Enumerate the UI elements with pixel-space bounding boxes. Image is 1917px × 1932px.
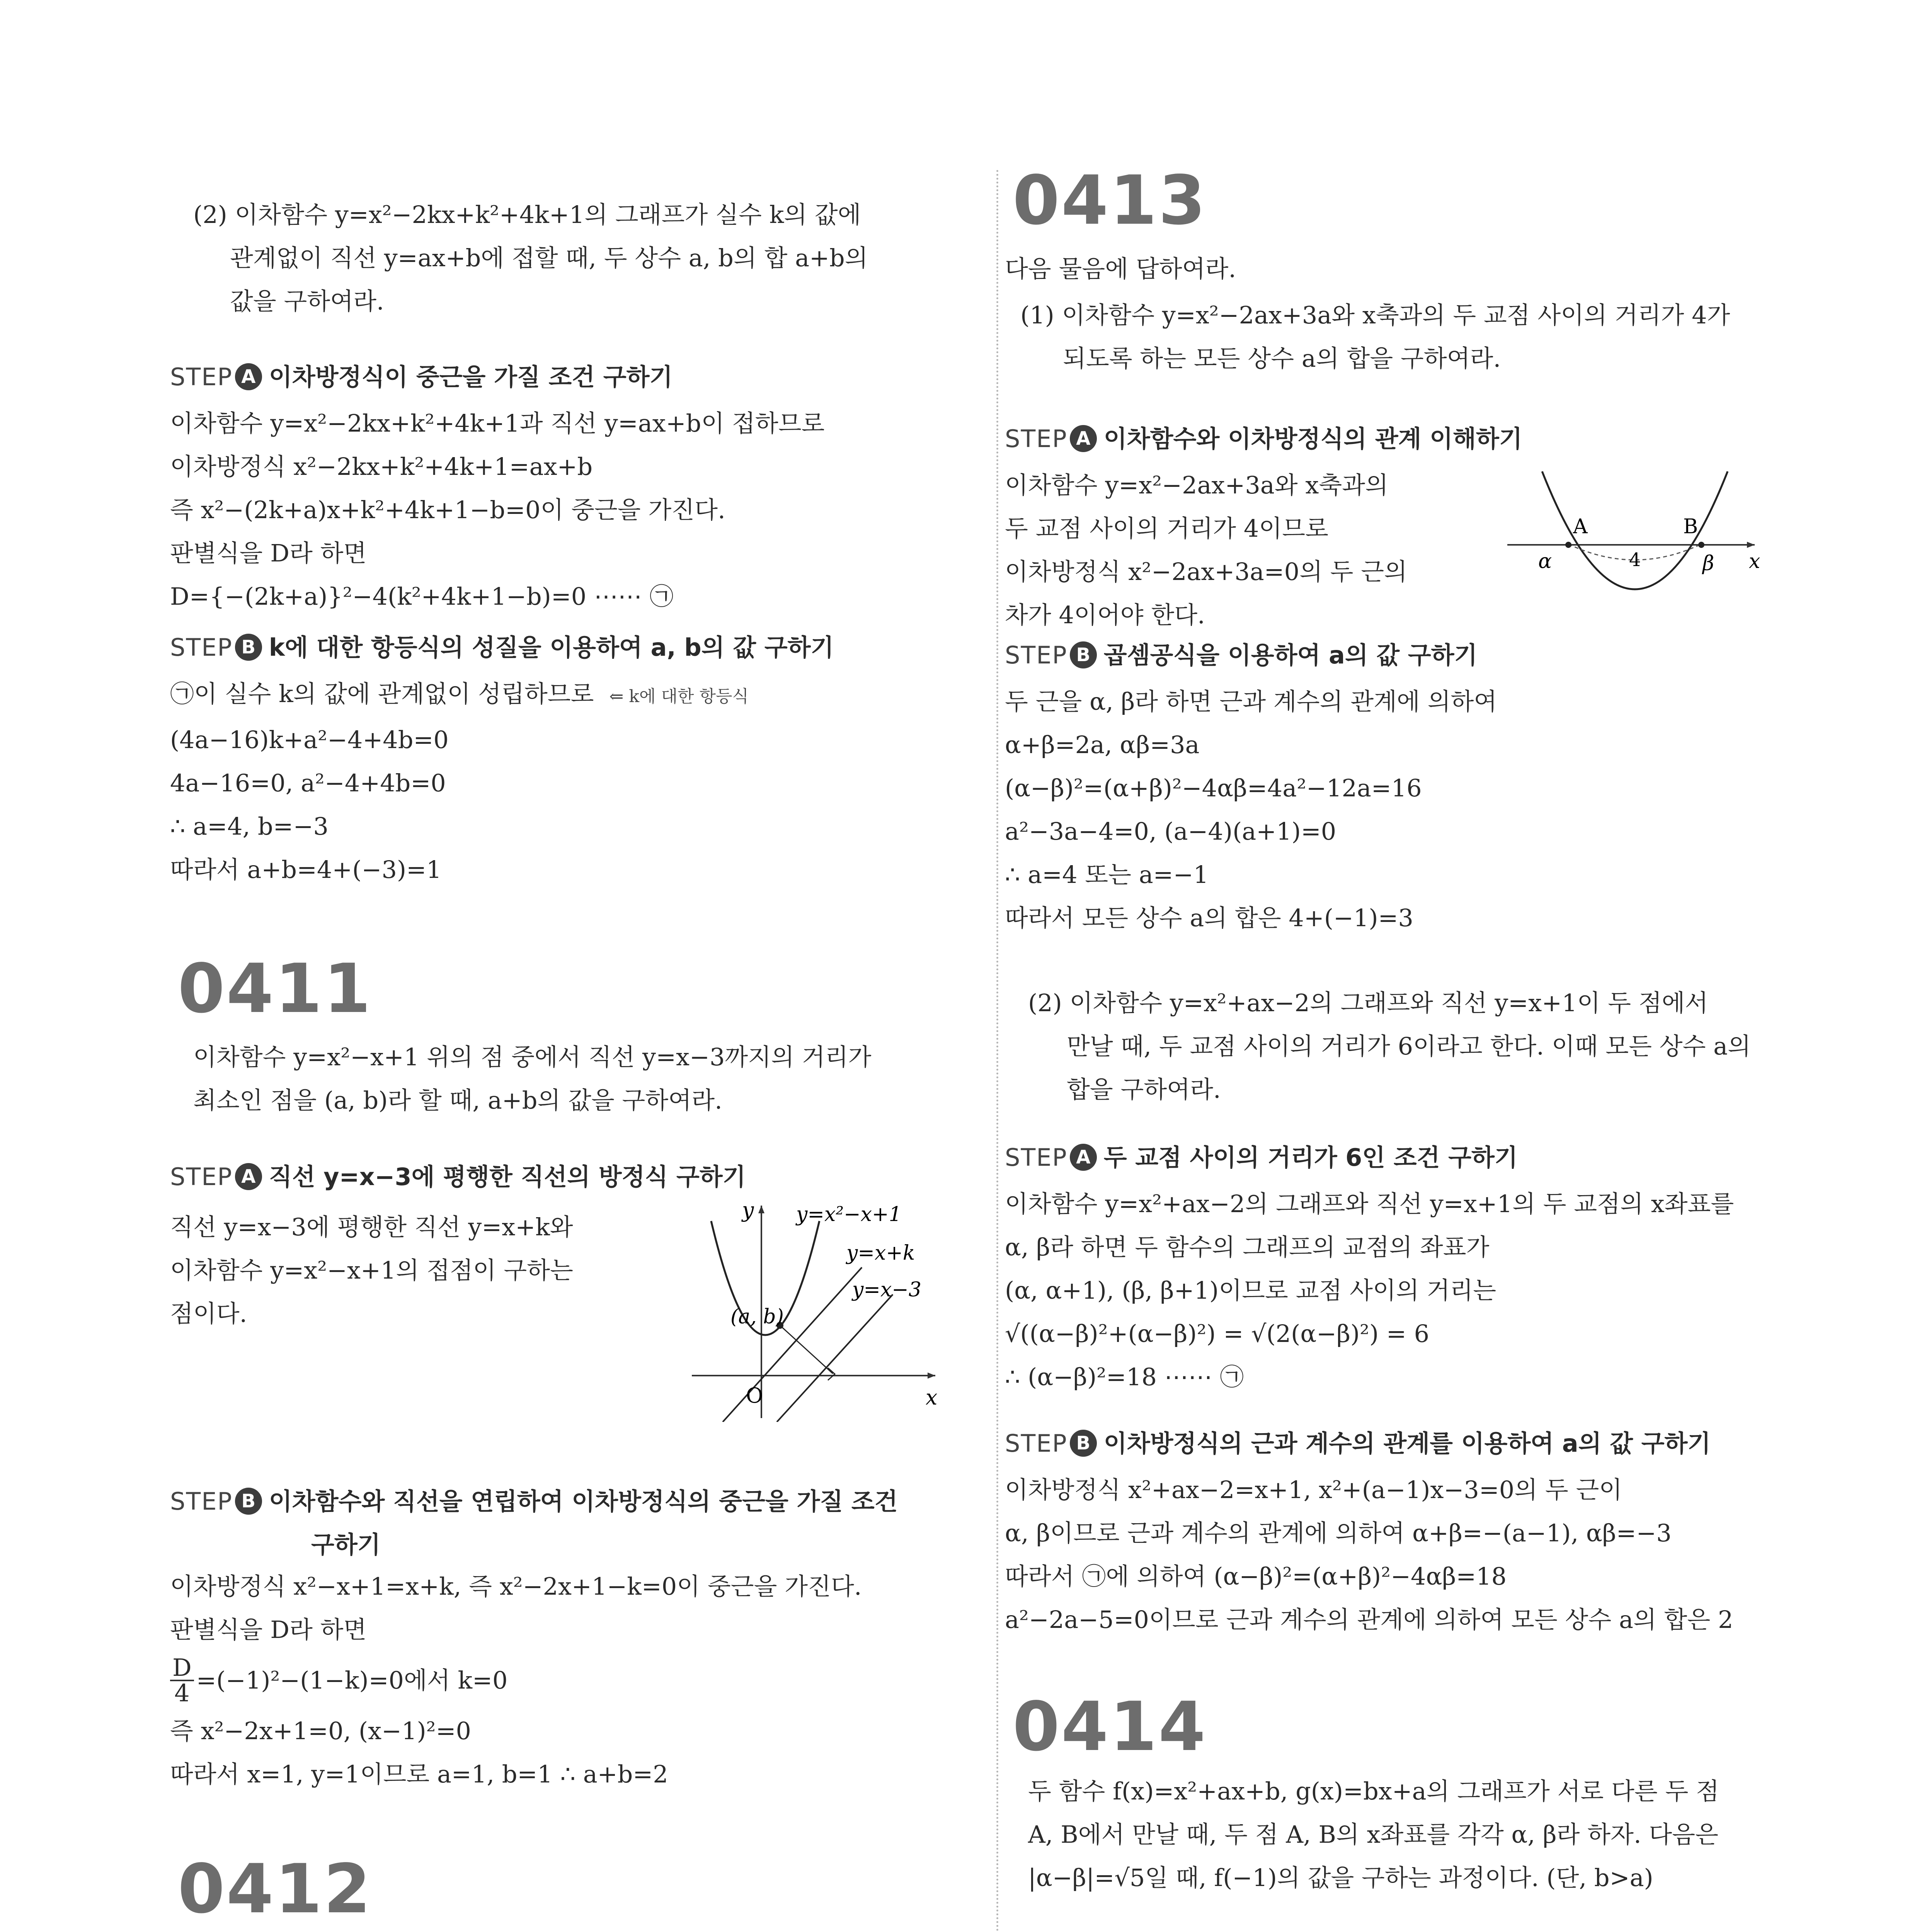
solution-line: a²−2a−5=0이므로 근과 계수의 관계에 의하여 모든 상수 a의 합은 2 (1005, 1605, 1733, 1634)
step-badge: A (1070, 425, 1097, 452)
step-title: 이차함수와 직선을 연립하여 이차방정식의 중근을 가질 조건 (269, 1487, 898, 1515)
step-a-heading: STEP A 이차방정식이 중근을 가질 조건 구하기 (170, 363, 673, 391)
step-title: 이차함수와 이차방정식의 관계 이해하기 (1103, 425, 1522, 453)
solution-step-b (170, 1565, 862, 1796)
solution-step-b (1005, 680, 1497, 940)
solution-line: 이차방정식 x²+ax−2=x+1, x²+(a−1)x−3=0의 두 근이 (1005, 1476, 1622, 1504)
problem-0413-intro: 다음 물음에 답하여라. (1005, 255, 1236, 283)
step-title: 직선 y=x−3에 평행한 직선의 방정식 구하기 (269, 1163, 746, 1191)
step-title: 두 교점 사이의 거리가 6인 조건 구하기 (1103, 1143, 1518, 1172)
distance-label: 4 (1629, 549, 1641, 571)
solution-step-a (170, 1206, 573, 1335)
tangent-line (723, 1267, 862, 1422)
beta-label: β (1702, 552, 1714, 575)
step-title: 이차방정식의 근과 계수의 관계를 이용하여 a의 값 구하기 (1103, 1429, 1711, 1458)
solution-line: 즉 x²−(2k+a)x+k²+4k+1−b=0이 중근을 가진다. (170, 496, 725, 524)
intersection-point-a (1565, 542, 1571, 548)
step-badge: B (1070, 1430, 1097, 1457)
problem-0414-question (1028, 1770, 1719, 1900)
solution-line: 이차함수 y=x²−2ax+3a와 x축과의 (1005, 471, 1388, 499)
column-divider (996, 170, 998, 1932)
question-line: 관계없이 직선 y=ax+b에 접할 때, 두 상수 a, b의 합 a+b의 (230, 244, 868, 272)
step-title: 곱셈공식을 이용하여 a의 값 구하기 (1103, 641, 1478, 669)
solution-line: 점이다. (170, 1299, 247, 1328)
fraction-denominator: 4 (174, 1679, 190, 1707)
solution-step-a (1005, 464, 1407, 637)
solution-line: 따라서 a+b=4+(−3)=1 (170, 855, 442, 884)
problem-0413-part1 (1020, 294, 1730, 380)
step-b-heading: STEP B k에 대한 항등식의 성질을 이용하여 a, b의 값 구하기 (170, 633, 834, 662)
y-axis-arrow (758, 1206, 764, 1213)
question-line: (1) 이차함수 y=x²−2ax+3a와 x축과의 두 교점 사이의 거리가 4가 (1020, 301, 1730, 329)
solution-line: ∴ a=4, b=−3 (170, 812, 329, 840)
question-line: 값을 구하여라. (230, 287, 384, 315)
solution-step-b (170, 672, 749, 891)
solution-line: ㉠이 실수 k의 값에 관계없이 성립하므로 ⇐ k에 대한 항등식 (170, 680, 749, 708)
problem-number-0414: 0414 (1013, 1688, 1207, 1766)
solution-line: D={−(2k+a)}²−4(k²+4k+1−b)=0 ⋯⋯ ㉠ (170, 582, 674, 611)
tangent-label: y=x+k (846, 1242, 915, 1265)
point-a-label: A (1573, 515, 1588, 538)
step-badge: B (1070, 641, 1097, 668)
solution-line: 두 근을 α, β라 하면 근과 계수의 관계에 의하여 (1005, 687, 1497, 716)
solution-step-a (170, 402, 825, 618)
step-a-heading: STEP A 두 교점 사이의 거리가 6인 조건 구하기 (1005, 1143, 1518, 1172)
tangent-graph-0411 (684, 1198, 939, 1422)
question-line: 합을 구하여라. (1067, 1075, 1221, 1104)
step-b-heading: STEP B 곱셈공식을 이용하여 a의 값 구하기 (1005, 641, 1478, 669)
problem-0413-part2 (1028, 981, 1751, 1111)
solution-line: 즉 x²−2x+1=0, (x−1)²=0 (170, 1717, 471, 1745)
step-badge: A (1070, 1144, 1097, 1171)
problem-number-0412: 0412 (178, 1850, 373, 1929)
step-b-heading: STEP B 이차함수와 직선을 연립하여 이차방정식의 중근을 가질 조건 구하기 (170, 1480, 898, 1566)
step-badge: B (235, 1488, 262, 1515)
step-badge: B (235, 634, 262, 661)
side-note: ⇐ k에 대한 항등식 (609, 687, 749, 706)
solution-line: ∴ (α−β)²=18 ⋯⋯ ㉠ (1005, 1363, 1244, 1391)
step-a-heading: STEP A 이차함수와 이차방정식의 관계 이해하기 (1005, 425, 1522, 453)
solution-line: 차가 4이어야 한다. (1005, 601, 1205, 629)
question-line: 만날 때, 두 교점 사이의 거리가 6이라고 한다. 이때 모든 상수 a의 (1067, 1032, 1751, 1060)
question-line: 최소인 점을 (a, b)라 할 때, a+b의 값을 구하여라. (193, 1086, 722, 1114)
problem-number-0411: 0411 (178, 950, 373, 1028)
step-title-continued: 구하기 (311, 1531, 381, 1559)
solution-line: α+β=2a, αβ=3a (1005, 731, 1200, 759)
step-a-heading: STEP A 직선 y=x−3에 평행한 직선의 방정식 구하기 (170, 1163, 746, 1191)
solution-line: 이차함수 y=x²−2kx+k²+4k+1과 직선 y=ax+b이 접하므로 (170, 409, 825, 437)
solution-line: 이차함수 y=x²+ax−2의 그래프와 직선 y=x+1의 두 교점의 x좌표를 (1005, 1190, 1734, 1218)
solution-line: 이차방정식 x²−2ax+3a=0의 두 근의 (1005, 558, 1408, 586)
step-title: k에 대한 항등식의 성질을 이용하여 a, b의 값 구하기 (269, 633, 834, 662)
curve-label: y=x²−x+1 (796, 1203, 902, 1226)
fraction-numerator: D (170, 1656, 194, 1681)
solution-line: ∴ a=4 또는 a=−1 (1005, 861, 1209, 889)
solution-line: (α−β)²=(α+β)²−4αβ=4a²−12a=16 (1005, 774, 1422, 802)
problem-0411-question (193, 1036, 871, 1122)
solution-line: 판별식을 D라 하면 (170, 1616, 367, 1644)
solution-step-b (1005, 1468, 1733, 1641)
given-line (777, 1294, 893, 1422)
solution-line: 두 교점 사이의 거리가 4이므로 (1005, 514, 1328, 543)
solution-line: 판별식을 D라 하면 (170, 539, 367, 567)
intersection-point-b (1698, 542, 1704, 548)
question-line: 되도록 하는 모든 상수 a의 합을 구하여라. (1063, 344, 1501, 372)
problem-0410-part2 (193, 193, 868, 323)
solution-line: 직선 y=x−3에 평행한 직선 y=x+k와 (170, 1213, 573, 1241)
step-badge: A (235, 363, 262, 390)
origin-label: O (746, 1383, 763, 1408)
x-axis-arrow (1747, 542, 1755, 548)
question-line: A, B에서 만날 때, 두 점 A, B의 x좌표를 각각 α, β라 하자. 다음은 (1028, 1820, 1719, 1849)
question-line: 이차함수 y=x²−x+1 위의 점 중에서 직선 y=x−3까지의 거리가 (193, 1043, 872, 1071)
question-line: |α−β|=√5일 때, f(−1)의 값을 구하는 과정이다. (단, b>a) (1028, 1864, 1653, 1892)
question-line: 두 함수 f(x)=x²+ax+b, g(x)=bx+a의 그래프가 서로 다른 두 점 (1028, 1777, 1719, 1805)
x-label: x (926, 1385, 938, 1410)
solution-line: 따라서 모든 상수 a의 합은 4+(−1)=3 (1005, 904, 1413, 932)
question-line: (2) 이차함수 y=x²+ax−2의 그래프와 직선 y=x+1이 두 점에서 (1028, 989, 1708, 1017)
line-label: y=x−3 (852, 1278, 921, 1301)
solution-line: 이차방정식 x²−2kx+k²+4k+1=ax+b (170, 452, 593, 481)
step-b-heading: STEP B 이차방정식의 근과 계수의 관계를 이용하여 a의 값 구하기 (1005, 1429, 1711, 1458)
y-label: y (742, 1198, 754, 1222)
step-badge: A (235, 1163, 262, 1190)
fraction (170, 1653, 194, 1707)
parabola-curve (1542, 471, 1728, 589)
x-label: x (1749, 550, 1760, 573)
alpha-label: α (1538, 550, 1552, 573)
solution-line: √((α−β)²+(α−β)²) = √(2(α−β)²) = 6 (1005, 1320, 1430, 1348)
x-axis-arrow (928, 1372, 935, 1379)
solution-line: α, β이므로 근과 계수의 관계에 의하여 α+β=−(a−1), αβ=−3 (1005, 1519, 1672, 1547)
point-b-label: B (1683, 515, 1698, 538)
solution-line: 이차방정식 x²−x+1=x+k, 즉 x²−2x+1−k=0이 중근을 가진다. (170, 1572, 862, 1600)
solution-line: $\frac{D}{4}$ =(−1)²−(1−k)=0에서 k=0 (170, 1651, 862, 1709)
point-label: (a, b) (730, 1305, 784, 1328)
solution-line: 따라서 ㉠에 의하여 (α−β)²=(α+β)²−4αβ=18 (1005, 1562, 1507, 1590)
solution-line: α, β라 하면 두 함수의 그래프의 교점의 좌표가 (1005, 1233, 1490, 1261)
solution-line: (4a−16)k+a²−4+4b=0 (170, 726, 449, 754)
problem-number-0413: 0413 (1013, 162, 1207, 240)
solution-step-a (1005, 1182, 1734, 1399)
solution-line: 따라서 x=1, y=1이므로 a=1, b=1 ∴ a+b=2 (170, 1760, 668, 1788)
solution-line: 이차함수 y=x²−x+1의 접점이 구하는 (170, 1256, 574, 1284)
step-title: 이차방정식이 중근을 가질 조건 구하기 (269, 363, 673, 391)
solution-line: a²−3a−4=0, (a−4)(a+1)=0 (1005, 817, 1336, 845)
solution-line: (α, α+1), (β, β+1)이므로 교점 사이의 거리는 (1005, 1276, 1496, 1304)
roots-distance-graph-0413 (1500, 464, 1770, 626)
question-line: (2) 이차함수 y=x²−2kx+k²+4k+1의 그래프가 실수 k의 값에 (193, 201, 861, 229)
solution-line: 4a−16=0, a²−4+4b=0 (170, 769, 446, 797)
